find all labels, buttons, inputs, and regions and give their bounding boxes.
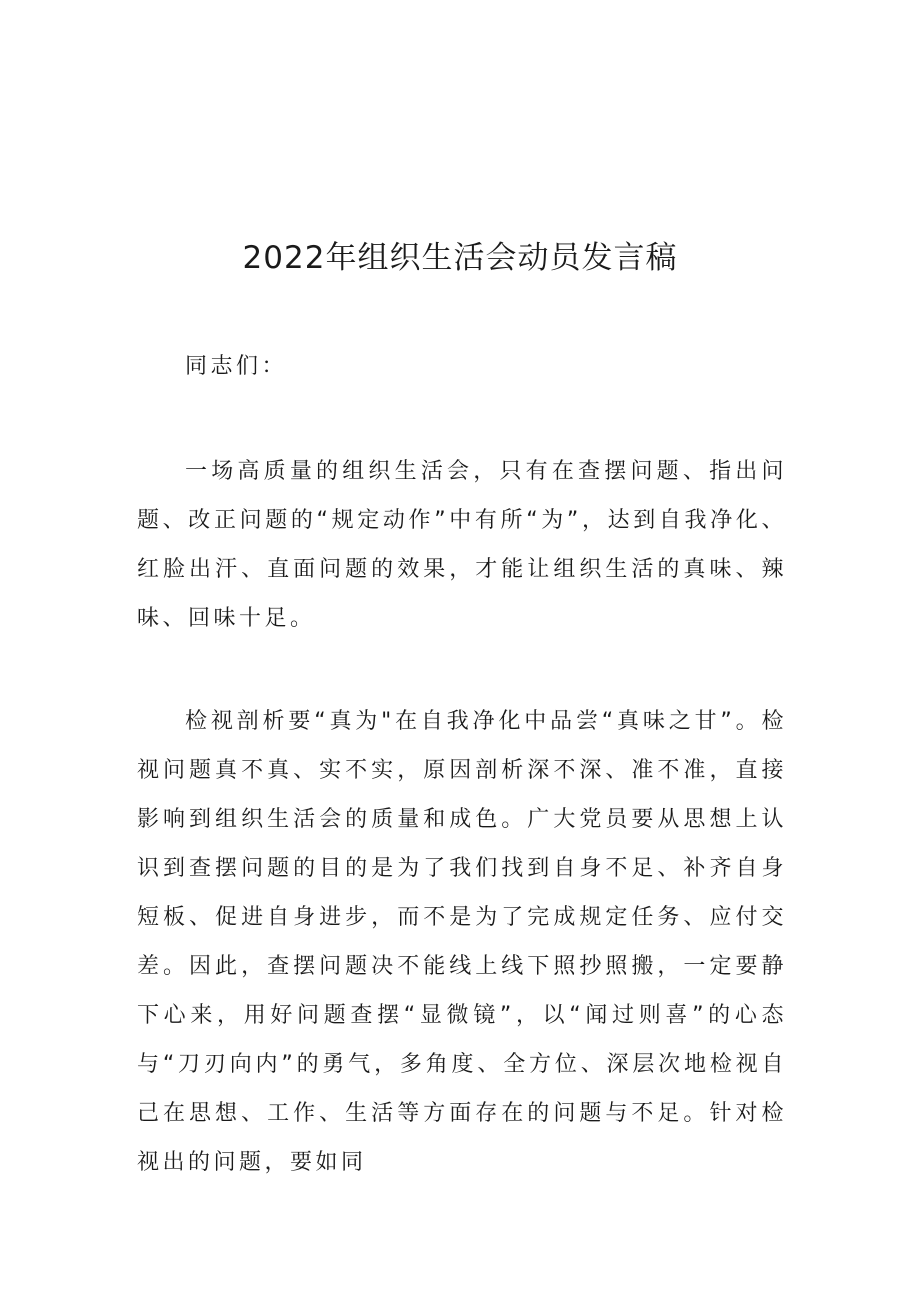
document-title: 2022年组织生活会动员发言稿 (242, 240, 678, 276)
salutation: 同志们： (185, 354, 288, 379)
paragraph-1: 一场高质量的组织生活会，只有在查摆问题、指出问题、改正问题的“规定动作”中有所“为”，达到自我净化、红脸出汗、直面问题的效果，才能让组织生活的真味、辣味、回味十足。 (137, 459, 787, 631)
paragraph-2: 检视剖析要“真为"在自我净化中品尝“真味之甘”。检视问题真不真、实不实，原因剖析深不深、准不准，直接影响到组织生活会的质量和成色。广大党员要从思想上认识到查摆问题的目的是为了我们找到自身不足、补齐自身短板、促进自身进步，而不是为了完成规定任务、应付交差。因此，查摆问题决不能线上线下照抄照搬，一定要静下心来，用好问题查摆“显微镜”，以“闻过则喜”的心态与“刀刃向内”的勇气，多角度、全方位、深层次地检视自己在思想、工作、生活等方面存在的问题与不足。针对检视出的问题，要如同 (137, 709, 787, 1175)
